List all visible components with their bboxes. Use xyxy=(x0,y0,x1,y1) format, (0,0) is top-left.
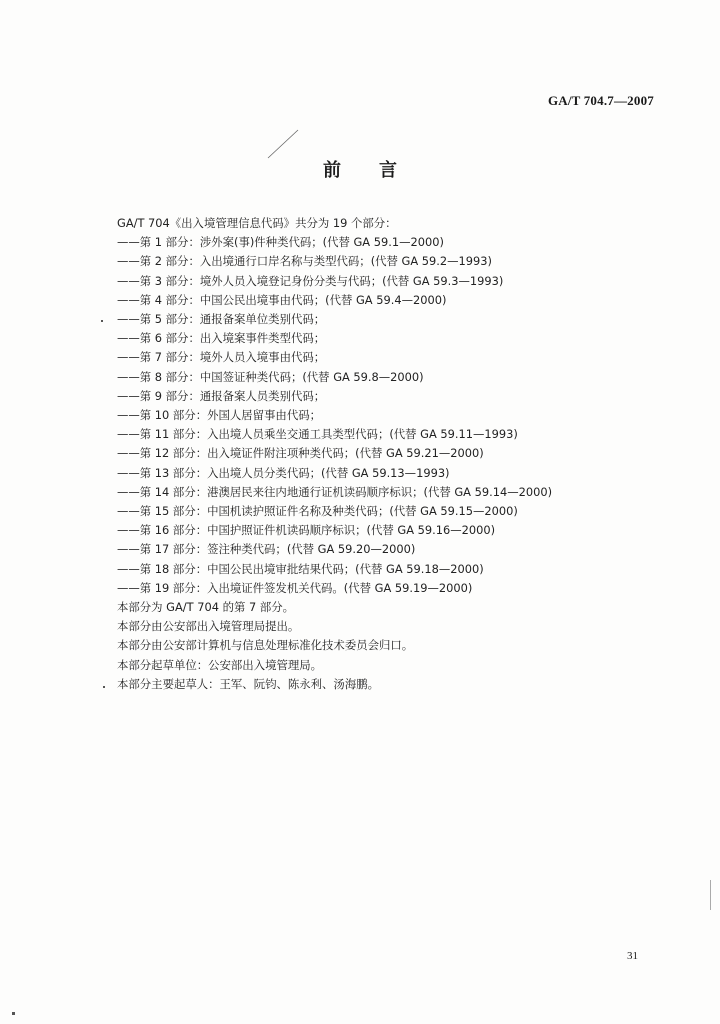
list-item: ——第 19 部分：入出境证件签发机关代码。(代替 GA 59.19—2000) xyxy=(117,580,473,595)
scan-speck xyxy=(103,686,105,688)
scan-speck xyxy=(710,880,711,910)
closing-paragraphs xyxy=(117,598,677,694)
intro-paragraph: GA/T 704《出入境管理信息代码》共分为 19 个部分： xyxy=(117,216,397,230)
list-item: ——第 17 部分：签注种类代码；(代替 GA 59.20—2000) xyxy=(117,542,416,557)
list-item: ——第 7 部分：境外人员入境事由代码； xyxy=(117,350,326,365)
list-item: ——第 13 部分：入出境人员分类代码；(代替 GA 59.13—1993) xyxy=(117,465,450,480)
page-title: 前言 xyxy=(323,160,435,181)
closing-line: 本部分为 GA/T 704 的第 7 部分。 xyxy=(117,600,295,615)
page-number: 31 xyxy=(627,950,638,962)
list-item: ——第 14 部分：港澳居民来往内地通行证机读码顺序标识；(代替 GA 59.14—2000) xyxy=(117,484,553,499)
list-item: ——第 5 部分：通报备案单位类别代码； xyxy=(117,312,326,327)
list-item: ——第 6 部分：出入境案事件类型代码； xyxy=(117,331,326,346)
foreword-body xyxy=(117,214,677,694)
standard-code: GA/T 704.7—2007 xyxy=(547,93,654,108)
list-item: ——第 8 部分：中国签证种类代码；(代替 GA 59.8—2000) xyxy=(117,369,424,384)
list-item: ——第 10 部分：外国人居留事由代码； xyxy=(117,408,321,423)
list-item: ——第 2 部分：入出境通行口岸名称与类型代码；(代替 GA 59.2—1993) xyxy=(117,254,492,269)
closing-line: 本部分起草单位：公安部出入境管理局。 xyxy=(117,657,323,672)
scan-speck xyxy=(101,320,103,322)
closing-line: 本部分主要起草人：王军、阮钧、陈永利、汤海鹏。 xyxy=(117,676,379,691)
list-item: ——第 18 部分：中国公民出境审批结果代码；(代替 GA 59.18—2000) xyxy=(117,561,484,576)
closing-line: 本部分由公安部计算机与信息处理标准化技术委员会归口。 xyxy=(117,638,414,653)
list-item: ——第 1 部分：涉外案(事)件种类代码；(代替 GA 59.1—2000) xyxy=(117,235,444,250)
parts-list xyxy=(117,233,677,598)
list-item: ——第 12 部分：出入境证件附注项种类代码；(代替 GA 59.21—2000) xyxy=(117,446,484,461)
list-item: ——第 15 部分：中国机读护照证件名称及种类代码；(代替 GA 59.15—2000) xyxy=(117,504,518,519)
list-item: ——第 3 部分：境外人员入境登记身份分类与代码；(代替 GA 59.3—1993) xyxy=(117,273,504,288)
list-item: ——第 16 部分：中国护照证件机读码顺序标识；(代替 GA 59.16—2000) xyxy=(117,523,496,538)
list-item: ——第 9 部分：通报备案人员类别代码； xyxy=(117,388,326,403)
list-item: ——第 4 部分：中国公民出境事由代码；(代替 GA 59.4—2000) xyxy=(117,292,447,307)
list-item: ——第 11 部分：入出境人员乘坐交通工具类型代码；(代替 GA 59.11—1993) xyxy=(117,427,518,442)
closing-line: 本部分由公安部出入境管理局提出。 xyxy=(117,619,300,634)
scan-speck xyxy=(12,1012,15,1015)
